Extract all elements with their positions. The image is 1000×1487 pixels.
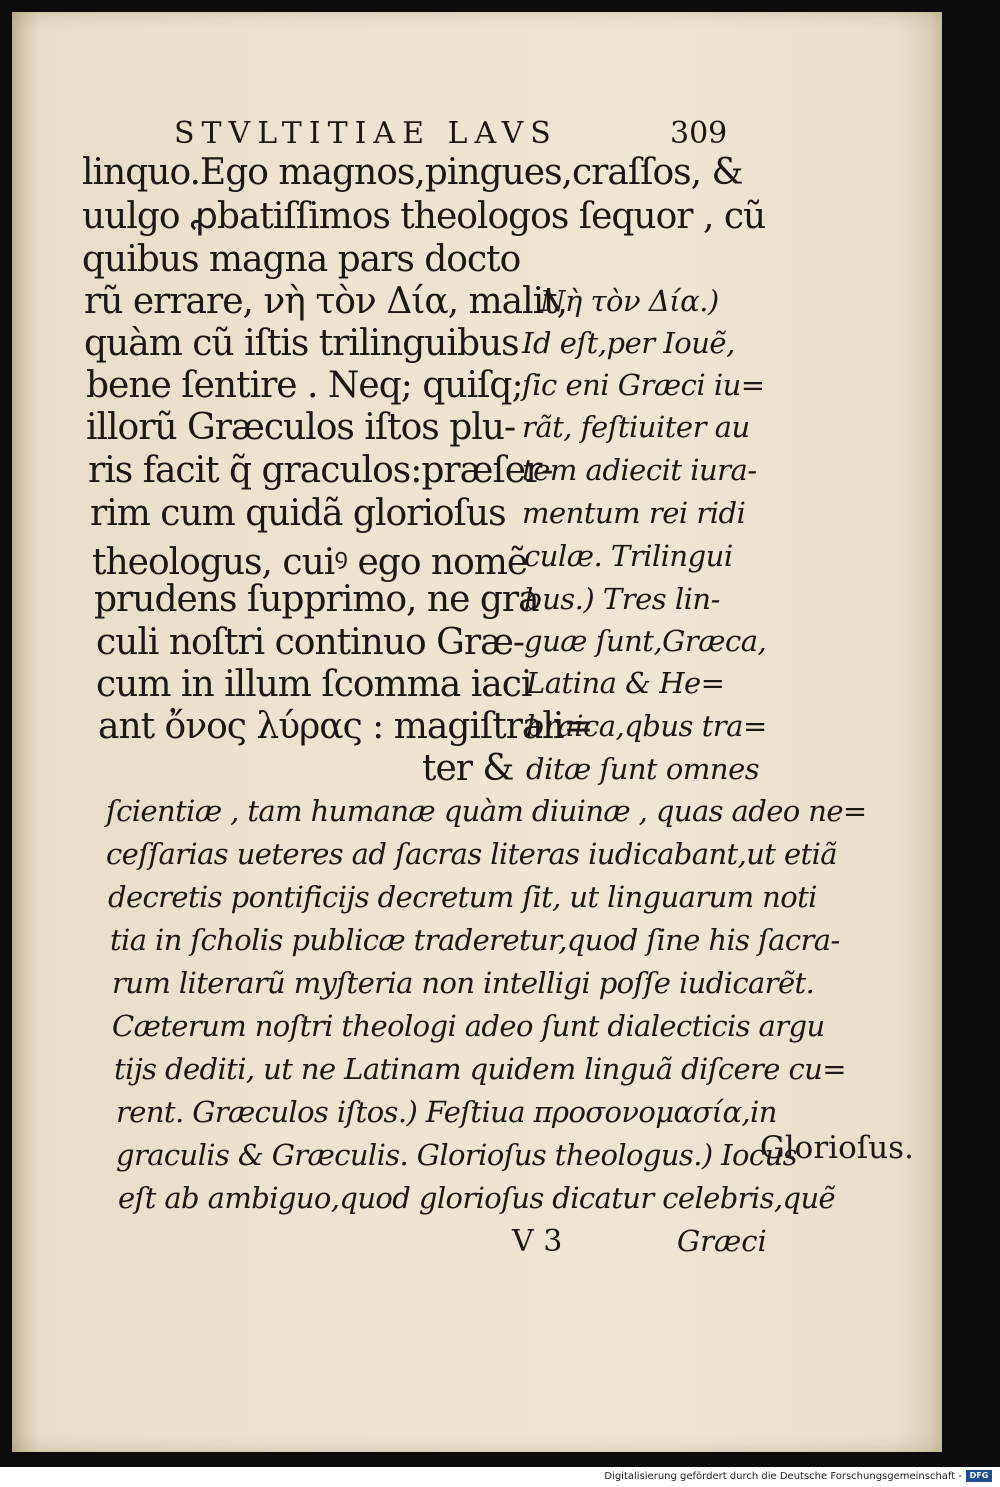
main-line: linquo.Ego magnos,pingues,craſſos, &	[82, 152, 743, 193]
note-line: Cæterum noſtri theologi adeo ſunt dialecticis argu	[112, 1009, 825, 1043]
note-line: ceſſarias ueteres ad ſacras literas iudicabant,ut etiã	[106, 837, 837, 871]
gloss-line: culæ. Trilingui	[524, 539, 733, 573]
main-line: ris facit q̃ graculos:præſer-	[88, 450, 553, 491]
main-line: rũ errare, νὴ τὸν Δία, malit,	[84, 281, 568, 322]
footer-bar	[0, 1467, 1000, 1487]
book-page	[12, 12, 942, 1452]
gloss-line: rãt, feſtiuiter au	[522, 410, 750, 444]
note-line: tia in ſcholis publicæ traderetur,quod ſine his ſacra-	[110, 923, 840, 957]
note-line: ſcientiæ , tam humanæ quàm diuinæ , quas adeo ne=	[106, 794, 867, 828]
gloss-line: tem adiecit iura-	[522, 453, 757, 487]
note-line: rent. Græculos iſtos.) Feſtiua προσονομασία,in	[116, 1095, 777, 1129]
gloss-line: braica,qbus tra=	[526, 709, 767, 743]
main-line: theologus, cuiꝰ ego nomẽ	[92, 542, 528, 583]
gloss-line: ſic eni Græci iu=	[522, 368, 765, 402]
main-line: ter &	[422, 748, 514, 789]
main-line: bene ſentire . Neq; quiſq;	[86, 365, 523, 406]
main-line: illorũ Græculos iſtos plu-	[86, 407, 516, 448]
main-line: quàm cũ iſtis trilinguibus	[84, 323, 519, 364]
main-line: prudens ſupprimo, ne gra	[94, 579, 539, 620]
margin-note: Glorioſus.	[760, 1130, 914, 1166]
note-line: rum literarũ myſteria non intelligi poſſe iudicarẽt.	[112, 966, 815, 1000]
dfg-logo: DFG	[966, 1470, 992, 1482]
note-line: graculis & Græculis. Glorioſus theologus.) Iocus	[116, 1138, 797, 1172]
running-title: STVLTITIAE LAVS	[174, 116, 558, 151]
catchword: Græci	[677, 1224, 767, 1258]
main-line: culi noſtri continuo Græ-	[96, 622, 525, 663]
main-line: quibus magna pars docto	[82, 239, 521, 280]
gloss-line: Νὴ τὸν Δία.)	[540, 284, 719, 318]
main-line: uulgo ꝓbatiſſimos theologos ſequor , cũ	[82, 196, 766, 237]
note-line: eſt ab ambiguo,quod glorioſus dicatur celebris,quẽ	[118, 1181, 836, 1215]
funding-credit: Digitalisierung gefördert durch die Deutsche Forschungsgemeinschaft -	[604, 1471, 962, 1482]
note-line: tijs dediti, ut ne Latinam quidem linguã diſcere cu=	[114, 1052, 846, 1086]
gloss-line: Id eſt,per Iouẽ,	[522, 326, 735, 360]
signature-mark: V 3	[512, 1224, 563, 1259]
gloss-line: bus.) Tres lin-	[524, 582, 720, 616]
gloss-line: Latina & He=	[526, 666, 725, 700]
main-line: rim cum quidã glorioſus	[90, 493, 506, 534]
page-number: 309	[670, 116, 728, 151]
gloss-line: ditæ ſunt omnes	[526, 752, 760, 786]
gloss-line: guæ ſunt,Græca,	[524, 624, 767, 658]
gloss-line: mentum rei ridi	[522, 496, 746, 530]
main-line: ant ὄνος λύρας : magiſtrali=	[98, 706, 593, 747]
note-line: decretis pontificijs decretum ſit, ut linguarum noti	[108, 880, 817, 914]
main-line: cum in illum ſcomma iaci	[96, 664, 532, 705]
